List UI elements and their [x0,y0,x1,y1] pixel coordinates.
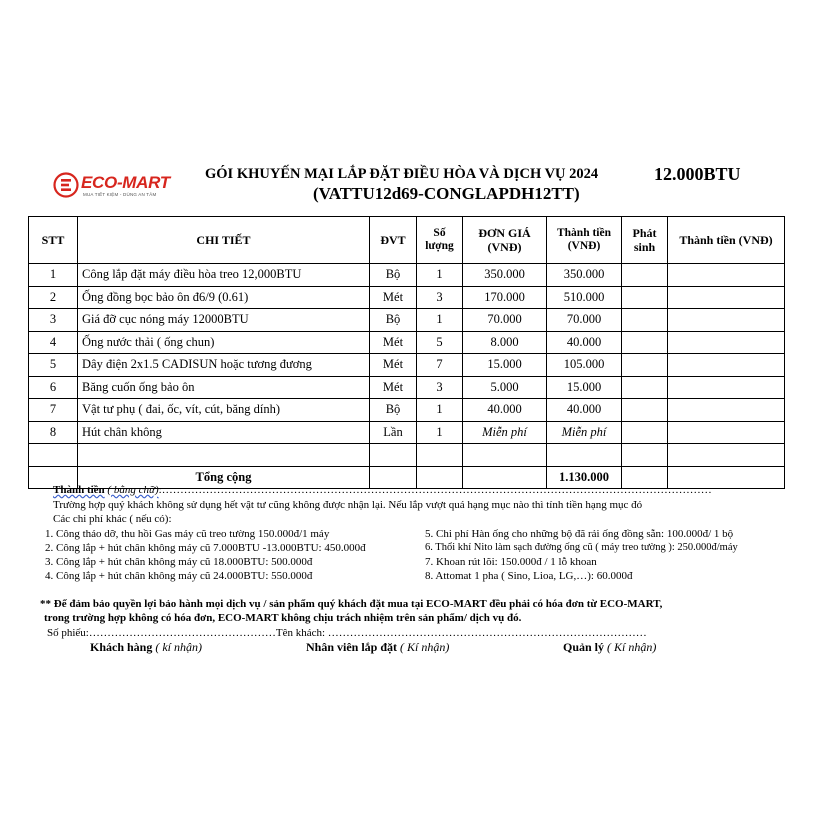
warning-line-2: trong trường hợp không có hóa đơn, ECO-MART không chịu trách nhiệm trên sản phẩm/ dịch vụ đó. [44,612,522,624]
row-stt: 5 [29,354,78,377]
eco-mart-logo-icon [53,172,79,198]
row-extra-amount [668,309,785,332]
signature-installer [306,640,449,655]
row-amount: 40.000 [547,331,622,354]
col-header: CHI TIẾT [78,217,370,264]
row-qty: 1 [417,309,463,332]
row-unit: Mét [370,286,417,309]
row-detail: Hút chân không [78,421,370,444]
row-detail: Ống nước thải ( ống chun) [78,331,370,354]
table-row [29,421,785,444]
row-extra [622,376,668,399]
table-row [29,286,785,309]
amount-words-hint: ( bằng chữ) [107,484,159,496]
row-price: 70.000 [463,309,547,332]
row-price: Miễn phí [463,421,547,444]
eco-mart-logo [53,170,178,200]
col-header: Thành tiền (VNĐ) [668,217,785,264]
row-amount: Miễn phí [547,421,622,444]
row-extra-amount [668,399,785,422]
row-extra-amount [668,421,785,444]
row-stt: 6 [29,376,78,399]
row-extra [622,331,668,354]
col-header: Thành tiền (VNĐ) [547,217,622,264]
row-qty: 5 [417,331,463,354]
row-stt: 1 [29,264,78,287]
col-header: Số lượng [417,217,463,264]
row-stt: 4 [29,331,78,354]
row-qty: 1 [417,399,463,422]
page-subtitle-code: (VATTU12d69-CONGLAPDH12TT) [313,184,580,203]
table-row [29,264,785,287]
other-costs-heading: Các chi phí khác ( nếu có): [53,513,172,525]
col-header: Phát sinh [622,217,668,264]
list-item: 6. Thổi khí Nito làm sạch đường ống cũ ( máy treo tường ): 250.000đ/máy [425,542,738,553]
row-extra [622,286,668,309]
row-extra-amount [668,286,785,309]
row-extra [622,264,668,287]
logo-tagline: MUA TIẾT KIỆM - DÙNG AN TÂM [83,192,157,197]
list-item: 5. Chi phí Hàn ống cho những bộ đã rải ống đồng sẵn: 100.000đ/ 1 bộ [425,528,734,540]
signature-manager-hint: ( Kí nhận) [607,640,657,654]
row-amount: 105.000 [547,354,622,377]
row-detail: Ống đồng bọc bảo ôn đ6/9 (0.61) [78,286,370,309]
row-amount: 40.000 [547,399,622,422]
row-stt: 2 [29,286,78,309]
row-extra [622,354,668,377]
signature-installer-hint: ( Kí nhận) [400,640,450,654]
row-extra [622,399,668,422]
table-row [29,309,785,332]
amount-words-label: Thành tiền [53,484,105,496]
total-value: 1.130.000 [547,466,622,489]
receipt-line: Số phiếu:……………………………………………Tên khách: …………………………………………………………………………… [47,627,647,639]
row-price: 170.000 [463,286,547,309]
total-label: Tổng cộng [78,466,370,489]
list-item: 2. Công lắp + hút chân không máy cũ 7.000BTU -13.000BTU: 450.000đ [45,542,366,554]
row-amount: 70.000 [547,309,622,332]
list-item: 3. Công lắp + hút chân không máy cũ 18.000BTU: 500.000đ [45,556,313,568]
row-extra-amount [668,331,785,354]
row-price: 15.000 [463,354,547,377]
row-amount: 15.000 [547,376,622,399]
row-stt: 3 [29,309,78,332]
col-header: STT [29,217,78,264]
blank-row [29,444,785,467]
row-extra [622,309,668,332]
warning-line-1: ** Để đảm bảo quyền lợi bảo hành mọi dịch vụ / sản phẩm quý khách đặt mua tại ECO-MART đều phải có hóa đơn từ ECO-MART, [40,598,663,610]
row-unit: Mét [370,331,417,354]
row-price: 8.000 [463,331,547,354]
list-item: 4. Công lắp + hút chân không máy cũ 24.000BTU: 550.000đ [45,570,313,582]
row-qty: 1 [417,421,463,444]
row-extra-amount [668,264,785,287]
row-stt: 7 [29,399,78,422]
row-qty: 3 [417,376,463,399]
page-title: GÓI KHUYẾN MẠI LẮP ĐẶT ĐIỀU HÒA VÀ DỊCH VỤ 2024 [205,166,599,182]
row-unit: Lần [370,421,417,444]
warranty-warning [40,597,662,625]
list-item: 7. Khoan rút lõi: 150.000đ / 1 lỗ khoan [425,556,597,568]
policy-note: Trường hợp quý khách không sử dụng hết vật tư cũng không được nhận lại. Nếu lắp vượt quá hạng mục nào thì tính tiền hạng mục đó [53,499,643,511]
col-header: ĐƠN GIÁ (VNĐ) [463,217,547,264]
signature-customer [90,640,202,655]
row-unit: Mét [370,376,417,399]
row-detail: Dây điện 2x1.5 CADISUN hoặc tương đương [78,354,370,377]
table-row [29,354,785,377]
row-qty: 7 [417,354,463,377]
row-unit: Bộ [370,399,417,422]
list-item: 8. Attomat 1 pha ( Sino, Lioa, LG,…): 60.000đ [425,570,633,582]
row-stt: 8 [29,421,78,444]
row-extra-amount [668,354,785,377]
row-detail: Vật tư phụ ( đai, ốc, vít, cút, băng dính) [78,399,370,422]
row-qty: 3 [417,286,463,309]
amount-words-dots: :…………………………………………………………………………………………………………………………………… [158,484,712,496]
signature-manager-label: Quản lý [563,640,605,654]
table-row [29,331,785,354]
table-header-row [29,217,785,264]
row-price: 40.000 [463,399,547,422]
amount-in-words [53,484,712,496]
row-detail: Băng cuốn ống bảo ôn [78,376,370,399]
row-unit: Mét [370,354,417,377]
row-amount: 350.000 [547,264,622,287]
table-row [29,376,785,399]
col-header: ĐVT [370,217,417,264]
row-amount: 510.000 [547,286,622,309]
row-extra [622,421,668,444]
row-price: 5.000 [463,376,547,399]
signature-installer-label: Nhân viên lắp đặt [306,640,398,654]
row-detail: Công lắp đặt máy điều hòa treo 12,000BTU [78,264,370,287]
price-table [28,216,785,489]
list-item: 1. Công tháo dỡ, thu hồi Gas máy cũ treo tường 150.000đ/1 máy [45,528,330,540]
signature-customer-label: Khách hàng [90,640,153,654]
logo-brand: ECO-MART [81,173,170,192]
capacity-label: 12.000BTU [654,164,741,184]
signature-manager [563,640,656,655]
row-qty: 1 [417,264,463,287]
row-detail: Giá đỡ cục nóng máy 12000BTU [78,309,370,332]
signature-customer-hint: ( kí nhận) [155,640,203,654]
row-unit: Bộ [370,309,417,332]
row-extra-amount [668,376,785,399]
row-price: 350.000 [463,264,547,287]
table-row [29,399,785,422]
row-unit: Bộ [370,264,417,287]
